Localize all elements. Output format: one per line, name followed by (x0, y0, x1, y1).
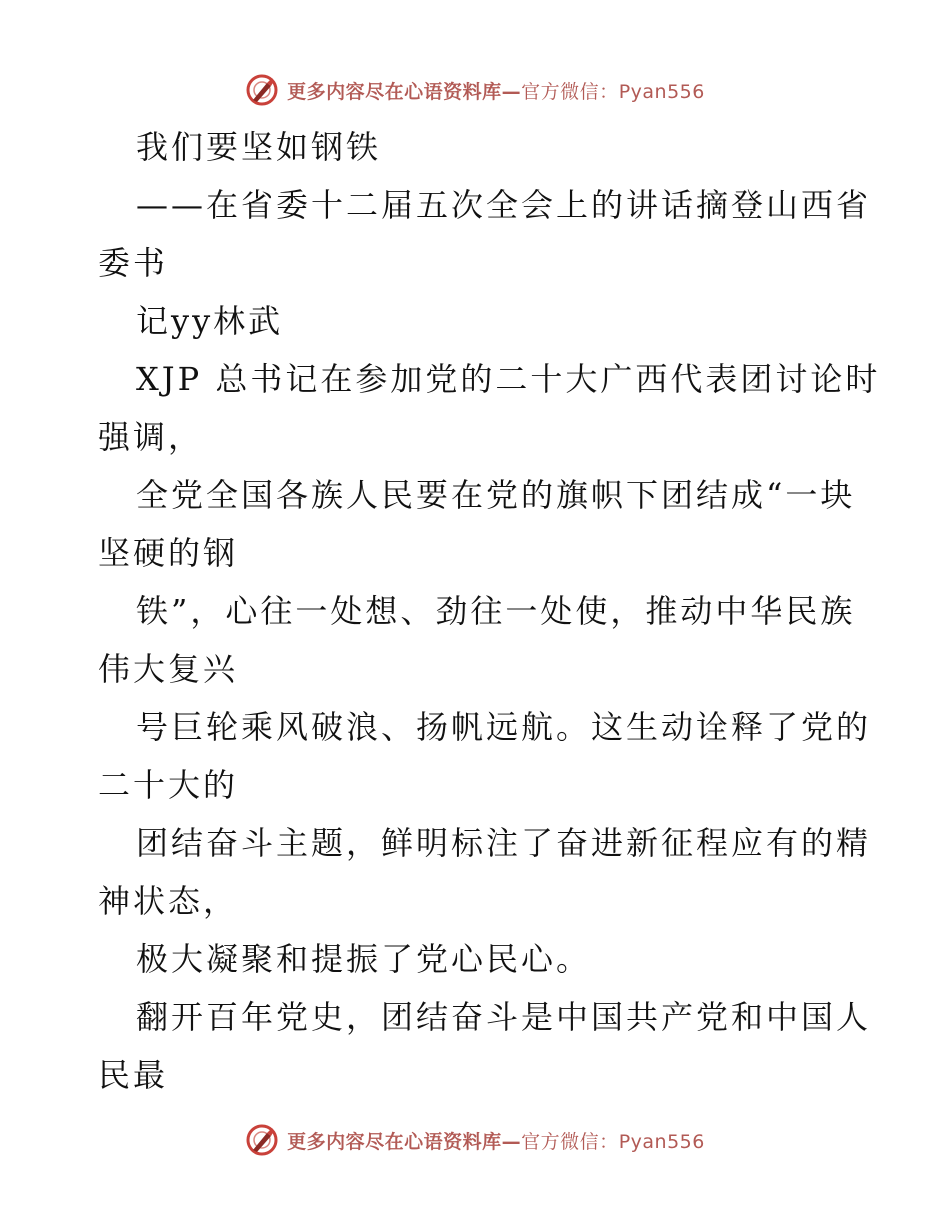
pen-logo-icon (245, 73, 279, 107)
document-subtitle: ——在省委十二届五次全会上的讲话摘登山西省 (136, 186, 872, 224)
paragraph-line: 极大凝聚和提振了党心民心。 (136, 940, 592, 978)
paragraph-line: 伟大复兴 (98, 650, 239, 688)
paragraph-line: 强调， (98, 418, 204, 456)
footer-brand-line (287, 1127, 705, 1154)
document-title: 我们要坚如钢铁 (136, 128, 382, 166)
header-wechat-id: Pyan556 (618, 80, 705, 103)
paragraph-line: 铁”，心往一处想、劲往一处使，推动中华民族 (136, 592, 856, 630)
paragraph-line: 二十大的 (98, 766, 239, 804)
footer-wechat-id: Pyan556 (618, 1130, 705, 1153)
document-body (98, 118, 881, 1104)
paragraph-line: 民最 (98, 1056, 169, 1094)
header-brand-text: 更多内容尽在心语资料库 (287, 80, 502, 103)
header-brand-line (287, 77, 705, 104)
footer-wechat-label: 官方微信： (521, 1130, 619, 1153)
header-banner (0, 70, 950, 110)
paragraph-line: 团结奋斗主题，鲜明标注了奋进新征程应有的精 (136, 824, 872, 862)
paragraph-line: 神状态， (98, 882, 239, 920)
paragraph-line: 全党全国各族人民要在党的旗帜下团结成“一块 (136, 476, 856, 514)
paragraph-line: XJP 总书记在参加党的二十大广西代表团讨论时 (136, 360, 881, 398)
document-subtitle-cont: 委书 (98, 244, 169, 282)
header-dash: — (501, 80, 522, 103)
footer-banner (0, 1120, 950, 1160)
footer-dash: — (501, 1130, 522, 1153)
paragraph-line: 号巨轮乘风破浪、扬帆远航。这生动诠释了党的 (136, 708, 872, 746)
paragraph-line: 翻开百年党史，团结奋斗是中国共产党和中国人 (136, 998, 872, 1036)
document-author: 记yy林武 (136, 302, 284, 340)
paragraph-line: 坚硬的钢 (98, 534, 239, 572)
pen-logo-icon (245, 1123, 279, 1157)
header-wechat-label: 官方微信： (521, 80, 619, 103)
footer-brand-text: 更多内容尽在心语资料库 (287, 1130, 502, 1153)
